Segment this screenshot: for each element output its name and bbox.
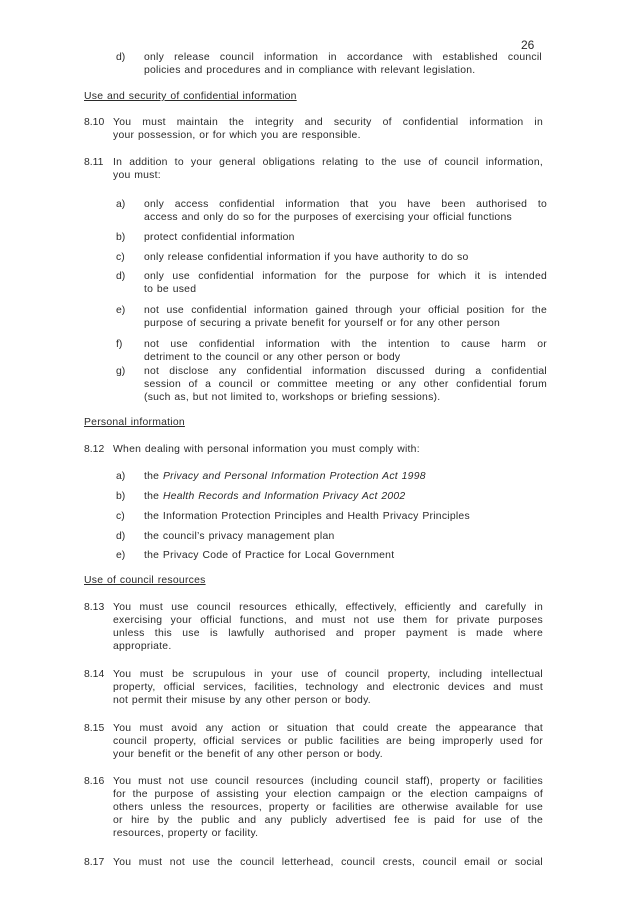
para-8-10-line-2: your possession, or for which you are responsible. [113, 130, 361, 141]
para-8-11-line-1: In addition to your general obligations relating to the use of council information, [113, 157, 543, 168]
privacy-item-e-text: the Privacy Code of Practice for Local Government [144, 550, 395, 561]
para-8-16-line-2: for the purpose of assisting your election campaign or the election campaigns of [113, 789, 543, 800]
para-8-16-line-5: resources, property or facility. [113, 828, 259, 839]
para-8-14-line-2: property, official services, facilities, technology and electronic devices and must [113, 682, 543, 693]
list-item-f-line-1: not use confidential information with the intention to cause harm or [144, 339, 547, 350]
list-item-f-label: f) [116, 339, 123, 350]
para-8-12-text: When dealing with personal information you must comply with: [113, 444, 420, 455]
list-item-f-line-2: detriment to the council or any other person or body [144, 352, 401, 363]
privacy-item-a-text: the Privacy and Personal Information Protection Act 1998 [144, 471, 426, 482]
para-8-11-line-2: you must: [113, 170, 161, 181]
privacy-item-e-label: e) [116, 550, 126, 561]
list-item-b-label: b) [116, 232, 126, 243]
list-item-g-label: g) [116, 366, 126, 377]
para-8-15-number: 8.15 [84, 723, 105, 734]
list-item-d-line-1: only use confidential information for the purpose for which it is intended [144, 271, 547, 282]
para-8-11-number: 8.11 [84, 157, 104, 168]
heading-personal: Personal information [84, 417, 185, 428]
item-d-line-1: only release council information in accordance with established council [144, 52, 542, 63]
para-8-15-line-3: your benefit or the benefit of any other person or body. [113, 749, 383, 760]
list-item-a-line-1: only access confidential information that you have been authorised to [144, 199, 547, 210]
para-8-10-line-1: You must maintain the integrity and security of confidential information in [113, 117, 543, 128]
privacy-item-c-text: the Information Protection Principles and Health Privacy Principles [144, 511, 470, 522]
list-item-e-line-1: not use confidential information gained through your official position for the [144, 305, 547, 316]
list-item-d-label: d) [116, 271, 126, 282]
heading-confidential: Use and security of confidential information [84, 91, 297, 102]
list-item-e-label: e) [116, 305, 126, 316]
para-8-14-number: 8.14 [84, 669, 105, 680]
para-8-13-line-2: exercising your official functions, and must not use them for private purposes [113, 615, 543, 626]
list-item-a-label: a) [116, 199, 126, 210]
list-item-e-line-2: purpose of securing a private benefit for yourself or for any other person [144, 318, 501, 329]
para-8-14-line-3: not permit their misuse by any other person or body. [113, 695, 371, 706]
para-8-16-number: 8.16 [84, 776, 105, 787]
privacy-item-c-label: c) [116, 511, 125, 522]
privacy-act-title: Privacy and Personal Information Protection Act 1998 [162, 471, 426, 482]
para-8-13-line-1: You must use council resources ethically, effectively, efficiently and carefully in [113, 602, 543, 613]
para-8-15-line-1: You must avoid any action or situation that could create the appearance that [113, 723, 543, 734]
item-d-line-2: policies and procedures and in compliance with relevant legislation. [144, 65, 476, 76]
privacy-item-b-text: the Health Records and Information Privacy Act 2002 [144, 491, 406, 502]
privacy-item-d-text: the council’s privacy management plan [144, 531, 335, 542]
list-item-d-line-2: to be used [144, 284, 197, 295]
para-8-13-number: 8.13 [84, 602, 105, 613]
para-8-13-line-3: unless this use is lawfully authorised and proper payment is made where [113, 628, 543, 639]
list-item-g-line-3: (such as, but not limited to, workshops or briefing sessions). [144, 392, 441, 403]
para-8-14-line-1: You must be scrupulous in your use of council property, including intellectual [113, 669, 543, 680]
para-8-15-line-2: council property, official services or public facilities are being improperly used for [113, 736, 543, 747]
list-item-g-line-1: not disclose any confidential information discussed during a confidential [144, 366, 547, 377]
para-8-16-line-3: others unless the resources, property or facilities are otherwise available for use [113, 802, 543, 813]
list-item-c-line-1: only release confidential information if you have authority to do so [144, 252, 469, 263]
para-8-16-line-4: or hire by the public and any publicly advertised fee is paid for use of the [113, 815, 543, 826]
list-item-c-label: c) [116, 252, 125, 263]
para-8-17-line-1: You must not use the council letterhead, council crests, council email or social [113, 857, 543, 868]
para-8-17-number: 8.17 [84, 857, 105, 868]
para-8-16-line-1: You must not use council resources (including council staff), property or facilities [113, 776, 543, 787]
list-item-a-line-2: access and only do so for the purposes of exercising your official functions [144, 212, 512, 223]
list-item-b-line-1: protect confidential information [144, 232, 295, 243]
para-8-13-line-4: appropriate. [113, 641, 172, 652]
para-8-12-number: 8.12 [84, 444, 105, 455]
heading-resources: Use of council resources [84, 575, 206, 586]
para-8-10-number: 8.10 [84, 117, 105, 128]
page-number: 26 [521, 38, 535, 52]
health-records-act-title: Health Records and Information Privacy Act 2002 [162, 491, 406, 502]
privacy-item-b-label: b) [116, 491, 126, 502]
list-item-g-line-2: session of a council or committee meeting or any other confidential forum [144, 379, 547, 390]
item-d-label: d) [116, 52, 126, 63]
privacy-item-a-label: a) [116, 471, 126, 482]
privacy-item-d-label: d) [116, 531, 126, 542]
